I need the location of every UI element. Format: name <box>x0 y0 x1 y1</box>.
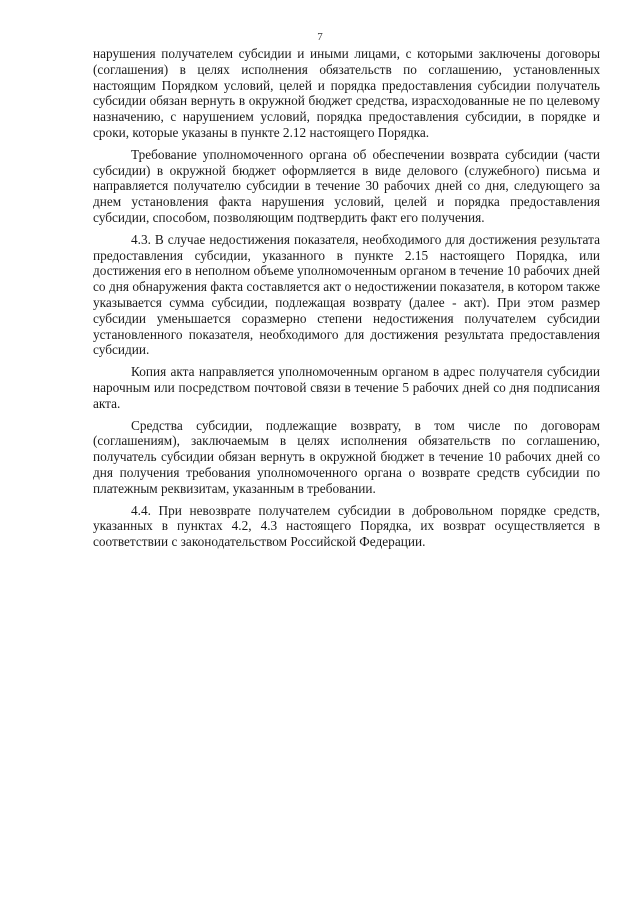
paragraph-act-copy: Копия акта направляется уполномоченным органом в адрес получателя субсидии нарочным или посредством почтовой связи в течение 5 рабочих дней со дня подписания акта. <box>93 364 600 411</box>
paragraph-4-3-indicator: 4.3. В случае недостижения показателя, необходимого для достижения результата предоставления субсидии, указанного в пункте 2.15 настоящего Порядка, или достижения его в неполном объеме уполномоченным органом в течение 10 рабочих дней со дня обнаружения факта составляется акт о недостижении показателя, в котором также указывается сумма субсидии, подлежащая возврату (далее - акт). При этом размер субсидии уменьшается соразмерно степени недостижения получателем субсидии установленного показателя, необходимого для достижения результата предоставления субсидии. <box>93 231 600 358</box>
paragraph-funds-return: Средства субсидии, подлежащие возврату, в том числе по договорам (соглашениям), заключаемым в целях исполнения обязательств по соглашению, получатель субсидии обязан вернуть в окружной бюджет в течение 10 рабочих дней со дня получения требования уполномоченного органа о возврате средств субсидии по платежным реквизитам, указанным в требовании. <box>93 417 600 496</box>
paragraph-4-4-non-return: 4.4. При невозврате получателем субсидии в добровольном порядке средств, указанных в пунктах 4.2, 4.3 настоящего Порядка, их возврат осуществляется в соответствии с законодательством Российской Федерации. <box>93 502 600 550</box>
paragraph-return-requirement: Требование уполномоченного органа об обеспечении возврата субсидии (части субсидии) в окружной бюджет оформляется в виде делового (служебного) письма и направляется получателю субсидии в течение 30 рабочих дней со дня, следующего за днем установления факта нарушения условий, целей и порядка предоставления субсидии, способом, позволяющим подтвердить факт его получения. <box>93 146 600 225</box>
paragraph-violation-return: нарушения получателем субсидии и иными лицами, с которыми заключены договоры (соглашения) в целях исполнения обязательств по соглашению, установленных настоящим Порядком условий, целей и порядка предоставления субсидии получатель субсидии обязан вернуть в окружной бюджет средства, израсходованные не по целевому назначению, с нарушением условий, порядка предоставления субсидии, в порядке и сроки, которые указаны в пункте 2.12 настоящего Порядка. <box>93 46 600 140</box>
page-number: 7 <box>317 31 323 43</box>
document-body <box>93 46 600 550</box>
